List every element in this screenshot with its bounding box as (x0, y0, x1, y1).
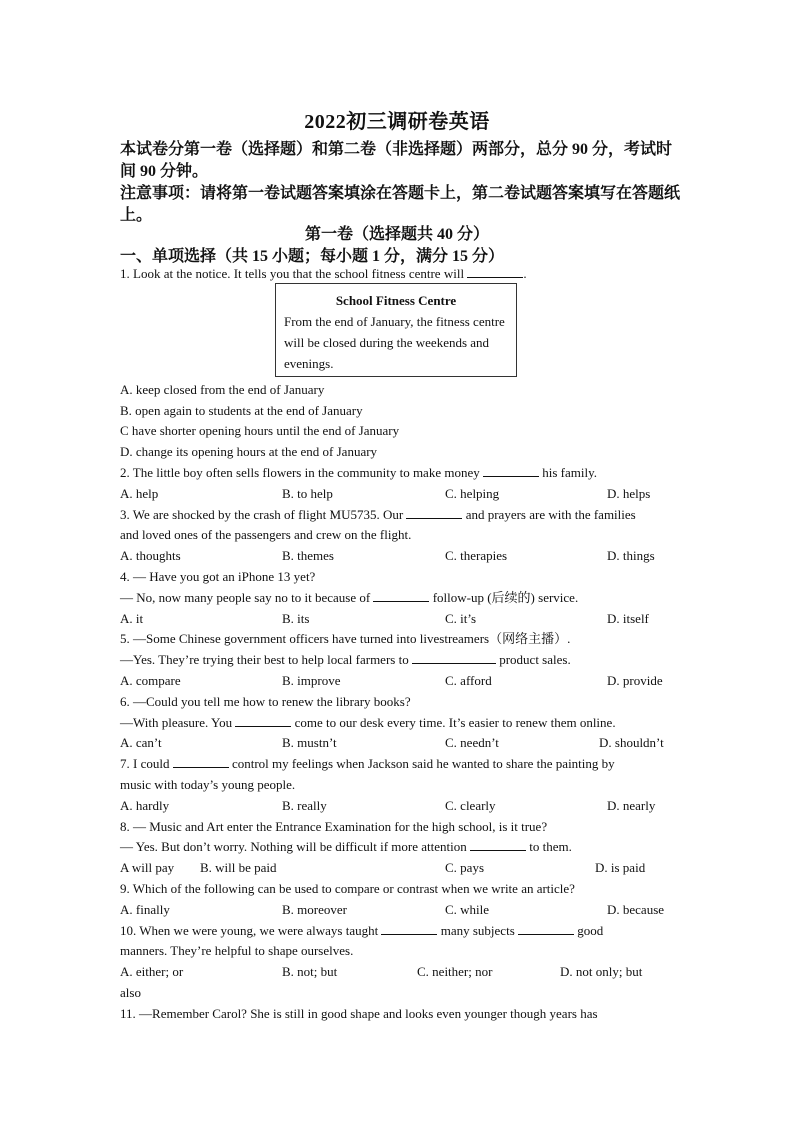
question-4-option-d: D. itself (607, 611, 649, 626)
answer-blank (467, 265, 523, 278)
question-7-stem: 7. I could control my feelings when Jackson said he wanted to share the painting by (120, 756, 615, 771)
answer-blank (173, 755, 229, 768)
question-8-stem: 8. — Music and Art enter the Entrance Examination for the high school, is it true? (120, 819, 548, 834)
question-11-stem: 11. —Remember Carol? She is still in good shape and looks even younger though years has (120, 1006, 598, 1021)
question-1-option-a: A. keep closed from the end of January (120, 382, 325, 397)
section-title: 第一卷（选择题共 40 分） (304, 226, 489, 243)
question-2-option-b: B. to help (282, 486, 333, 501)
question-10-stem-continued: manners. They’re helpful to shape ourselves. (120, 943, 354, 958)
question-1-option-b: B. open again to students at the end of January (120, 403, 363, 418)
question-5-stem-continued: —Yes. They’re trying their best to help local farmers to product sales. (120, 652, 571, 667)
answer-blank (235, 714, 291, 727)
instructions-paragraph: 注意事项：请将第一卷试题答案填涂在答题卡上，第二卷试题答案填写在答题纸上。 (120, 185, 681, 224)
question-4-stem-continued: — No, now many people say no to it because of follow-up (后续的) service. (120, 590, 579, 605)
question-2-stem: 2. The little boy often sells flowers in the community to make money his family. (120, 465, 597, 480)
question-9-option-c: C. while (445, 902, 490, 917)
question-10-stem: 10. When we were young, we were always taught many subjects good (120, 923, 604, 938)
question-10-option-d: D. not only; but (560, 964, 643, 979)
answer-blank (373, 589, 429, 602)
question-2-option-d: D. helps (607, 486, 651, 501)
question-7-stem-continued: music with today’s young people. (120, 777, 296, 792)
question-1-stem: 1. Look at the notice. It tells you that the school fitness centre will . (120, 266, 527, 281)
question-4-option-c: C. it’s (445, 611, 477, 626)
question-6-option-d: D. shouldn’t (599, 735, 664, 750)
question-7-option-a: A. hardly (120, 798, 170, 813)
question-9-stem: 9. Which of the following can be used to compare or contrast when we write an article? (120, 881, 575, 896)
answer-blank (518, 922, 574, 935)
question-10-option-a: A. either; or (120, 964, 184, 979)
question-7-option-c: C. clearly (445, 798, 496, 813)
question-6-option-c: C. needn’t (445, 735, 499, 750)
answer-blank (406, 506, 462, 519)
question-8-option-a: A will pay (120, 860, 175, 875)
notice-body: From the end of January, the fitness centre will be closed during the weekends and evenings. (284, 314, 505, 371)
question-3-option-d: D. things (607, 548, 655, 563)
question-5-option-a: A. compare (120, 673, 181, 688)
question-10-option-d-wrap: also (120, 985, 141, 1000)
question-10-option-b: B. not; but (282, 964, 338, 979)
question-10-option-c: C. neither; nor (417, 964, 493, 979)
question-7-option-b: B. really (282, 798, 327, 813)
question-5-stem: 5. —Some Chinese government officers have turned into livestreamers（网络主播）. (120, 631, 571, 646)
question-8-option-b: B. will be paid (200, 860, 277, 875)
question-4-stem: 4. — Have you got an iPhone 13 yet? (120, 569, 316, 584)
question-3-option-a: A. thoughts (120, 548, 181, 563)
question-6-option-b: B. mustn’t (282, 735, 337, 750)
question-5-option-b: B. improve (282, 673, 341, 688)
notice-box (275, 283, 517, 377)
answer-blank (381, 922, 437, 935)
question-1-option-d: D. change its opening hours at the end of January (120, 444, 378, 459)
question-4-option-a: A. it (120, 611, 144, 626)
question-6-stem: 6. —Could you tell me how to renew the library books? (120, 694, 411, 709)
question-3-option-b: B. themes (282, 548, 334, 563)
question-5-option-c: C. afford (445, 673, 492, 688)
question-8-option-c: C. pays (445, 860, 484, 875)
question-9-option-d: D. because (607, 902, 665, 917)
answer-blank (483, 464, 539, 477)
question-6-stem-continued: —With pleasure. You come to our desk every time. It’s easier to renew them online. (120, 715, 616, 730)
question-3-stem: 3. We are shocked by the crash of flight MU5735. Our and prayers are with the families (120, 507, 636, 522)
question-1-option-c: C have shorter opening hours until the end of January (120, 423, 400, 438)
question-3-stem-continued: and loved ones of the passengers and crew on the flight. (120, 527, 412, 542)
question-3-option-c: C. therapies (445, 548, 508, 563)
question-2-option-c: C. helping (445, 486, 500, 501)
intro-paragraph: 本试卷分第一卷（选择题）和第二卷（非选择题）两部分，总分 90 分，考试时间 90 分钟。 (120, 141, 673, 180)
answer-blank (412, 651, 496, 664)
question-8-stem-continued: — Yes. But don’t worry. Nothing will be difficult if more attention to them. (120, 839, 572, 854)
question-9-option-a: A. finally (120, 902, 170, 917)
question-2-option-a: A. help (120, 486, 159, 501)
question-9-option-b: B. moreover (282, 902, 347, 917)
question-7-option-d: D. nearly (607, 798, 656, 813)
notice-title: School Fitness Centre (335, 293, 457, 308)
question-5-option-d: D. provide (607, 673, 663, 688)
question-8-option-d: D. is paid (595, 860, 646, 875)
part-title: 一、单项选择（共 15 小题；每小题 1 分，满分 15 分） (120, 248, 505, 265)
answer-blank (470, 838, 526, 851)
question-4-option-b: B. its (282, 611, 310, 626)
page-title: 2022初三调研卷英语 (304, 111, 490, 133)
question-6-option-a: A. can’t (120, 735, 162, 750)
